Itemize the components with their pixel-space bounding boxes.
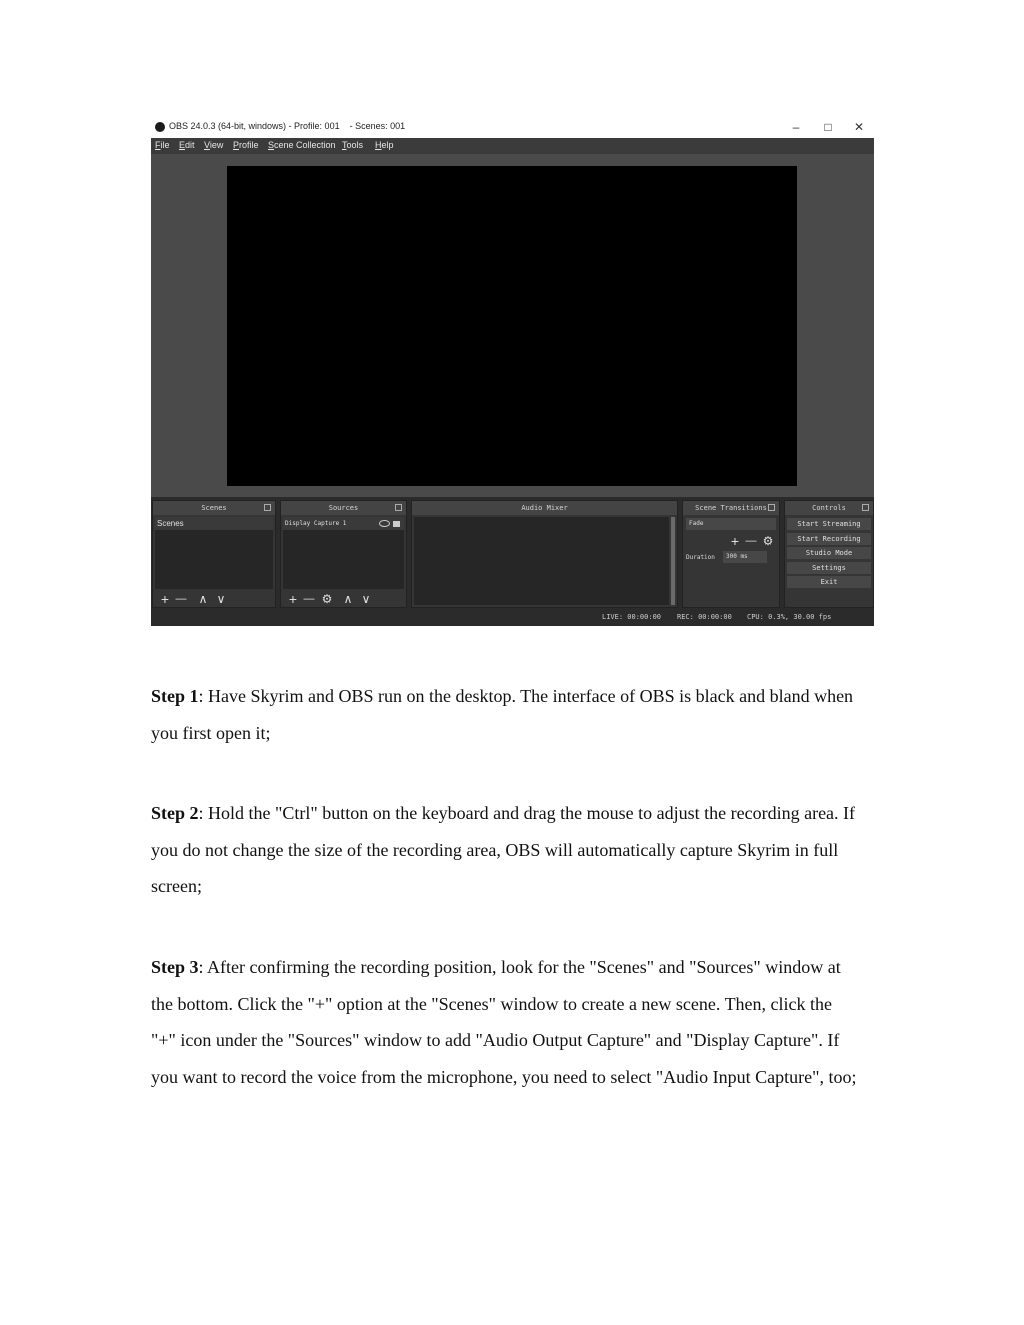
minimize-icon[interactable]: – (792, 120, 800, 134)
cpu-status: CPU: 0.3%, 30.00 fps (747, 613, 832, 621)
sources-dock (280, 500, 407, 608)
step-2-text: : Hold the "Ctrl" button on the keyboard and drag the mouse to adjust the recording area. If you do not change the size of the recording area, OBS will automatically capture Skyrim in full screen; (151, 803, 856, 896)
remove-scene-button[interactable]: — (175, 593, 187, 605)
scenes-dock-title: Scenes (153, 501, 275, 515)
move-source-down-button[interactable]: ∨ (361, 592, 371, 606)
preview-canvas[interactable] (227, 166, 797, 486)
scene-transitions-title: Scene Transitions (683, 501, 779, 515)
menu-file[interactable]: File (155, 140, 170, 150)
step-1-paragraph (151, 678, 861, 751)
settings-button[interactable]: Settings (787, 562, 871, 574)
scenes-list (155, 517, 273, 589)
obs-logo-icon (155, 122, 165, 132)
menu-help[interactable]: Help (375, 140, 394, 150)
step-3-paragraph (151, 949, 861, 1095)
step-3-label: Step 3 (151, 957, 199, 977)
move-scene-up-button[interactable]: ∧ (198, 592, 208, 606)
step-2-label: Step 2 (151, 803, 199, 823)
audio-mixer-scrollbar[interactable] (671, 517, 675, 605)
step-1-label: Step 1 (151, 686, 199, 706)
duration-input[interactable]: 300 ms (723, 551, 767, 563)
live-status: LIVE: 00:00:00 (602, 613, 662, 621)
add-source-button[interactable]: + (288, 591, 298, 607)
start-recording-button[interactable]: Start Recording (787, 533, 871, 545)
sources-list (283, 517, 404, 589)
sources-dock-title: Sources (281, 501, 406, 515)
add-transition-button[interactable]: + (730, 533, 740, 549)
transition-select[interactable]: Fade (686, 518, 776, 530)
dock-float-icon[interactable] (862, 504, 869, 511)
remove-source-button[interactable]: — (303, 593, 315, 605)
obs-window-screenshot (151, 117, 874, 626)
dock-float-icon[interactable] (768, 504, 775, 511)
exit-button[interactable]: Exit (787, 576, 871, 588)
status-bar (151, 609, 874, 626)
scenes-dock (152, 500, 276, 608)
gear-icon[interactable]: ⚙ (321, 592, 333, 606)
menu-edit[interactable]: Edit (179, 140, 195, 150)
move-scene-down-button[interactable]: ∨ (216, 592, 226, 606)
audio-mixer-body (414, 517, 669, 605)
dock-float-icon[interactable] (264, 504, 271, 511)
preview-area (151, 154, 874, 497)
audio-mixer-dock (411, 500, 678, 608)
gear-icon[interactable]: ⚙ (762, 534, 774, 548)
controls-dock (784, 500, 874, 608)
rec-status: REC: 00:00:00 (677, 613, 732, 621)
step-2-paragraph (151, 795, 861, 905)
start-streaming-button[interactable]: Start Streaming (787, 518, 871, 530)
menu-tools[interactable]: Tools (342, 140, 364, 150)
scenes-toolbar (155, 591, 273, 607)
audio-mixer-title: Audio Mixer (412, 501, 677, 515)
title-bar (151, 117, 874, 138)
menu-view[interactable]: View (204, 140, 224, 150)
window-title: OBS 24.0.3 (64-bit, windows) - Profile: 001 - Scenes: 001 (169, 121, 406, 131)
maximize-icon[interactable]: □ (824, 120, 832, 134)
sources-toolbar (283, 591, 404, 607)
menu-scene-collection[interactable]: Scene Collection (268, 140, 336, 150)
step-1-text: : Have Skyrim and OBS run on the desktop. The interface of OBS is black and bland when you first open it; (151, 686, 854, 743)
duration-label: Duration (686, 554, 715, 561)
source-item[interactable]: Display Capture 1 (283, 517, 404, 530)
menu-bar (151, 138, 874, 154)
close-icon[interactable]: ✕ (853, 120, 865, 134)
add-scene-button[interactable]: + (160, 591, 170, 607)
menu-profile[interactable]: Profile (233, 140, 259, 150)
visibility-eye-icon[interactable] (379, 520, 390, 527)
studio-mode-button[interactable]: Studio Mode (787, 547, 871, 559)
controls-title: Controls (785, 501, 873, 515)
scene-transitions-dock (682, 500, 780, 608)
scene-item[interactable]: Scenes (155, 517, 273, 530)
remove-transition-button[interactable]: — (745, 535, 757, 547)
dock-float-icon[interactable] (395, 504, 402, 511)
lock-icon[interactable] (393, 521, 400, 527)
step-3-text: : After confirming the recording position, look for the "Scenes" and "Sources" window at the bottom. Click the "+" option at the "Scenes" window to create a new scene. Then, click the "+" icon under the "Sources" window to add "Audio Output Capture" and "Display Capture". If you want to record the voice from the microphone, you need to select "Audio Input Capture", too; (151, 957, 857, 1087)
move-source-up-button[interactable]: ∧ (343, 592, 353, 606)
